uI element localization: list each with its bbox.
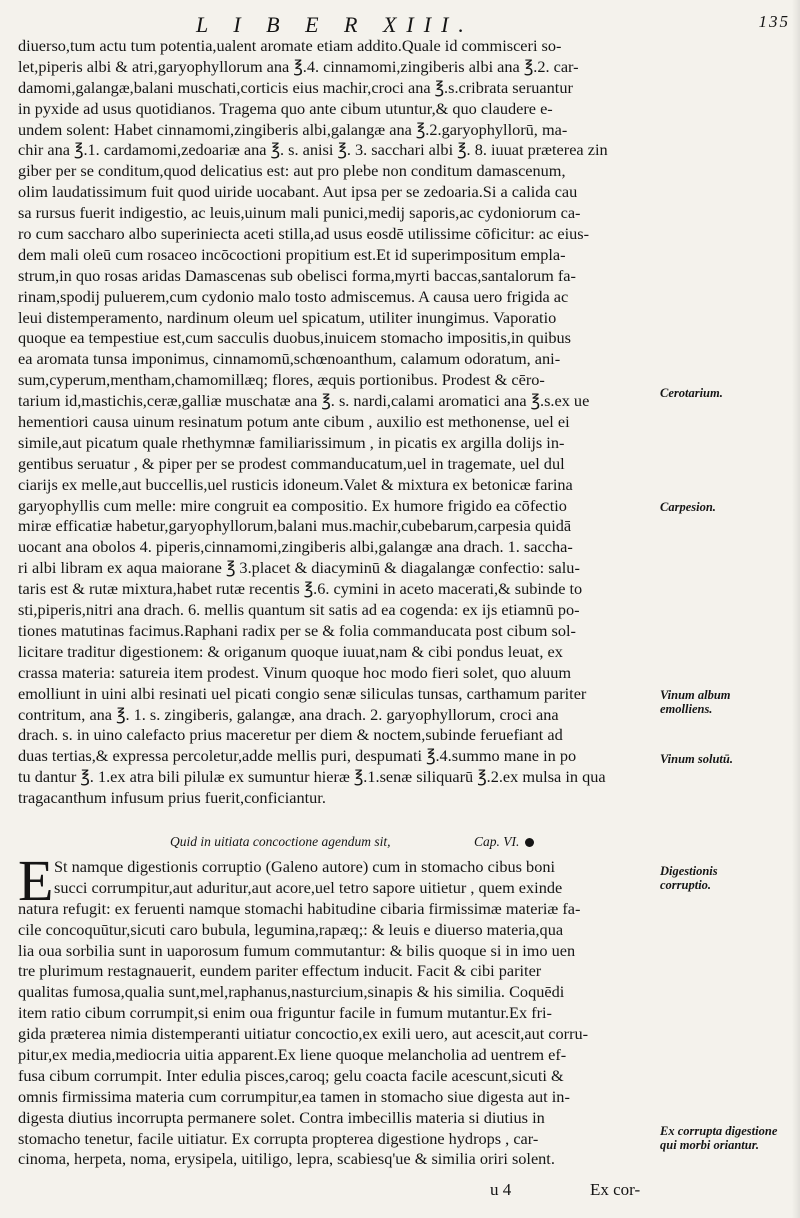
margin-note-cerotarium: Cerotarium. [660,386,723,400]
main-text-block [18,36,650,809]
text-line: damomi,galangæ,balani muschati,corticis eius machir,croci ana ℥.s.cribrata seruantur [18,77,573,97]
text-line: duas tertias,& expressa percoletur,adde mellis puri, despumati ℥.4.summo mane in po [18,746,577,766]
text-line: quoque ea tempestiue est,cum sacculis duobus,inuicem stomacho impositis,in quibus [18,328,572,348]
text-line: sum,cyperum,mentham,chamomillæq; flores, æquis portionibus. Prodest & cēro- [18,370,545,390]
margin-note-digestionis: Digestionis corruptio. [660,864,718,892]
text-line: let,piperis albi & atri,garyophyllorum ana ℥.4. cinnamomi,zingiberis albi ana ℥.2. car- [18,56,579,76]
margin-note-carpesion: Carpesion. [660,500,716,514]
text-line: chir ana ℥.1. cardamomi,zedoariæ ana ℥. s. anisi ℥. 3. sacchari albi ℥. 8. iuuat præterea zin [18,140,608,160]
text-line: licitare traditur digestionem: & origanum quoque iuuat,nam & cibi pondus leuat, ex [18,641,563,661]
text-line: olim laudatissimum fuit quod uiride uocabant. Aut ipsa per se zedoaria.Si a calida cau [18,182,578,202]
text-line: undem solent: Habet cinnamomi,zingiberis albi,galangæ ana ℥.2.garyophyllorū, ma- [18,119,568,139]
text-line: hementiori causa uinum resinatum potum ante cibum , auxilio est methonense, uel ei [18,412,570,432]
chapter-heading-text: Quid in uitiata concoctione agendum sit, [170,834,391,849]
text-line: dem mali oleū cum rosaceo incōcoctioni propitium est.Et id superimpositum empla- [18,244,566,264]
text-line: gentibus seruatur , & piper per se prodest commanducatum,uel in tragemate, uel dul [18,453,565,473]
chapter-text-block [18,848,650,1169]
text-line: omnis firmissima materia cum corrumpitur,ea tamen in stomacho siue digesta aut in- [18,1086,570,1106]
text-line: simile,aut picatum quale rhethymnæ familiarissimum , in picatis ex argilla dolijs in- [18,432,565,452]
text-line: miræ efficatiæ habetur,garyophyllorum,balani mus.machir,cubebarum,carpesia quidā [18,516,572,536]
chapter-number [474,834,534,850]
text-line: ciarijs ex melle,aut buccellis,uel rusticis idoneum.Valet & mixtura ex betonicæ farina [18,474,573,494]
drop-capital: E [18,848,54,913]
text-line: tu dantur ℥. 1.ex atra bili pilulæ ex sumuntur hieræ ℥.1.senæ siliquarū ℥.2.ex mulsa in qua [18,767,606,787]
margin-note-ex-corrupta: Ex corrupta digestione qui morbi oriantur. [660,1124,778,1152]
text-line: strum,in quo rosas aridas Damascenas sub obelisci forma,myrti baccas,santalorum fa- [18,265,576,285]
text-line: in pyxide ad usus quotidianos. Tragema quo ante cibum utuntur,& quo claudere e- [18,98,553,118]
text-line: natura refugit: ex feruenti namque stomachi habitudine cibaria firmissimæ materiæ fa- [18,898,581,918]
text-line: cinoma, herpeta, noma, erysipela, uitiligo, lepra, scabiesq'ue & similia oriri solent. [18,1149,555,1169]
text-line: tarium id,mastichis,ceræ,galliæ muschatæ ana ℥. s. nardi,calami aromatici ana ℥.s.ex ue [18,391,590,411]
page-footer [0,1180,800,1208]
text-line: giber per se conditum,quod delicatius est: aut pro plebe non conditum damascenum, [18,161,566,181]
page-edge-shadow [792,0,800,1218]
text-line: sti,piperis,nitri ana drach. 6. mellis quantum sit satis ad ea cogenda: ex ijs etiamnū po- [18,600,580,620]
text-line: gida præterea nimia distemperanti uitiatur concoctio,ex exili uero, aut acescit,aut corru- [18,1024,589,1044]
text-line: diuerso,tum actu tum potentia,ualent aromate etiam addito.Quale id commisceri so- [18,36,562,55]
text-line: lia oua sorbilia sunt in uaporosum fumum commutantur: & bilis quoque si in imo uen [18,940,576,960]
text-line: ea aromata tunsa imponimus, cinnamomū,schœnoanthum, calamum odoratum, ani- [18,349,561,369]
text-line: St namque digestionis corruptio (Galeno autore) cum in stomacho cibus boni [54,857,555,876]
margin-note-vinum-album: Vinum album emolliens. [660,688,731,716]
signature-mark: u 4 [490,1180,512,1199]
chapter-heading [170,834,640,850]
text-line: contritum, ana ℥. 1. s. zingiberis, galangæ, ana drach. 2. garyophyllorum, croci ana [18,704,559,724]
text-line: pitur,ex media,mediocria uitia apparent.Ex liene quoque melancholia ad uentrem ef- [18,1045,567,1065]
running-title: L I B E R XIII. [196,12,474,37]
bullet-icon [525,838,534,847]
margin-note-vinum-solutu: Vinum solutū. [660,752,733,766]
text-line: uocant ana obolos 4. piperis,cinnamomi,zingiberis albi,galangæ ana drach. 1. saccha- [18,537,573,557]
text-line: crassa materia: satureia item prodest. Vinum quoque hoc modo fieri solet, quo aluum [18,662,572,682]
chapter-number-label: Cap. VI. [474,834,520,849]
text-line: ri albi libram ex aqua maiorane ℥ 3.placet & diacyminū & diagalangæ confectio: salu- [18,558,580,578]
text-line: sa rursus fuerit indigestio, ac leuis,uinum mali punici,medij saporis,ac cydoniorum ca- [18,203,581,223]
text-line: item ratio cibum corrumpit,si enim oua friguntur facile in fumum mutantur.Ex fri- [18,1003,552,1023]
text-line: qualitas fumosa,qualia sunt,mel,raphanus,nasturcium,sinapis & his similia. Coquēdi [18,982,565,1002]
folio-number: 135 [758,12,790,31]
text-line: garyophyllis cum melle: mire congruit ea compositio. Ex humore frigido ea cōfectio [18,495,567,515]
text-line: succi corrumpitur,aut aduritur,aut acore,uel tetro sapore uitietur , quem exinde [54,877,563,897]
text-line: rinam,spodij puluerem,cum cydonio malo tosto admiscemus. A causa uero frigida ac [18,286,569,306]
text-line: leui distemperamento, nardinum oleum uel spicatum, utiliter inungimus. Vaporatio [18,307,557,327]
text-line: taris est & rutæ mixtura,habet rutæ recentis ℥.6. cymini in aceto macerati,& subinde to [18,579,583,599]
text-line: tre plurimum restagnauerit, eundem pariter effectum inducit. Facit & cibi pariter [18,961,542,981]
text-line: ro cum saccharo albo superiniecta aceti stilla,ad usus eosdē utilissime cōficitur: ac eius- [18,224,590,244]
text-line: digesta diutius incorrupta permanere solet. Contra imbecillis materia si diutius in [18,1107,545,1127]
text-line: stomacho tenetur, facile uitiatur. Ex corrupta propterea digestione hydrops , car- [18,1128,539,1148]
text-line: fusa cibum corrumpit. Inter edulia pisces,caroq; gelu coacta facile acescunt,sicuti & [18,1065,564,1085]
catchword: Ex cor- [590,1180,641,1199]
text-line: cile concoquūtur,sicuti caro bubula, legumina,rapæq;: & leuis e diuerso materia,qua [18,919,564,939]
text-line: tragacanthum infusum prius fuerit,conficiantur. [18,788,326,808]
text-line: tiones matutinas facimus.Raphani radix per se & folia commanducata post cibum sol- [18,620,576,640]
text-line: emolliunt in uini albi resinati uel picati congio senæ siliculas tunsas, carthamum pariter [18,683,587,703]
text-line: drach. s. in uino calefacto prius maceretur per diem & noctem,subinde feruefiant ad [18,725,563,745]
